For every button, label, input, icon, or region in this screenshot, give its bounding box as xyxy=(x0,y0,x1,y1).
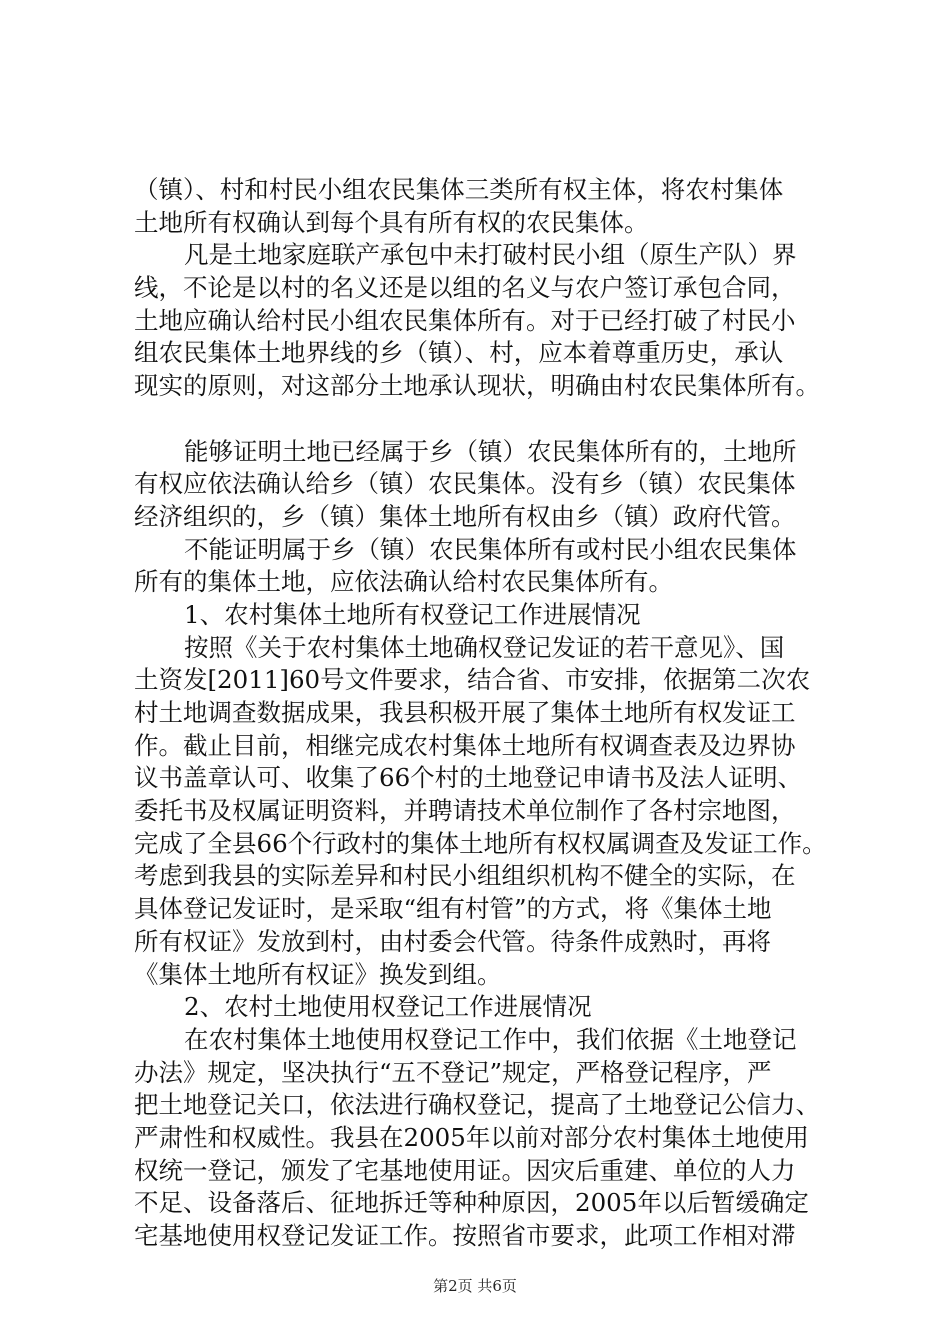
blank-line xyxy=(134,403,834,436)
text-line: 考虑到我县的实际差异和村民小组组织机构不健全的实际，在 xyxy=(134,861,796,891)
text-line: 办法》规定，坚决执行“五不登记”规定，严格登记程序，严 xyxy=(134,1057,772,1087)
page-footer: 第2页 共6页 xyxy=(433,1277,517,1295)
text-line: 2、农村土地使用权登记工作进展情况 xyxy=(184,992,592,1022)
text-line: 村土地调查数据成果，我县积极开展了集体土地所有权发证工 xyxy=(134,698,796,727)
text-line: 土地所有权确认到每个具有所有权的农民集体。 xyxy=(134,207,649,237)
text-line: 作。截止目前，相继完成农村集体土地所有权调查表及边界协 xyxy=(134,730,796,760)
text-line: 所有的集体土地，应依法确认给村农民集体所有。 xyxy=(134,567,673,597)
text-line: 土资发[2011]60号文件要求，结合省、市安排，依据第二次农 xyxy=(134,665,811,695)
text-line: 能够证明土地已经属于乡（镇）农民集体所有的，土地所 xyxy=(184,436,797,466)
text-line: （镇）、村和村民小组农民集体三类所有权主体，将农村集体 xyxy=(134,175,784,204)
text-line: 宅基地使用权登记发证工作。按照省市要求，此项工作相对滞 xyxy=(134,1221,796,1250)
text-line: 1、农村集体土地所有权登记工作进展情况 xyxy=(184,599,641,629)
text-line: 委托书及权属证明资料，并聘请技术单位制作了各村宗地图， xyxy=(134,796,796,826)
text-line: 《集体土地所有权证》换发到组。 xyxy=(134,959,502,989)
text-line: 完成了全县66个行政村的集体土地所有权权属调查及发证工作。 xyxy=(134,828,827,858)
text-line: 具体登记发证时，是采取“组有村管”的方式，将《集体土地 xyxy=(134,894,772,924)
text-line: 不能证明属于乡（镇）农民集体所有或村民小组农民集体 xyxy=(184,534,797,564)
text-line: 严肃性和权威性。我县在2005年以前对部分农村集体土地使用 xyxy=(134,1122,809,1152)
text-line: 按照《关于农村集体土地确权登记发证的若干意见》、国 xyxy=(184,632,785,662)
text-line: 凡是土地家庭联产承包中未打破村民小组（原生产队）界 xyxy=(184,240,797,270)
text-line: 经济组织的，乡（镇）集体土地所有权由乡（镇）政府代管。 xyxy=(134,501,796,531)
document-body xyxy=(134,174,834,1253)
text-line: 把土地登记关口，依法进行确权登记，提高了土地登记公信力、 xyxy=(134,1090,820,1120)
text-line: 议书盖章认可、收集了66个村的土地登记申请书及法人证明、 xyxy=(134,763,803,793)
text-line: 不足、设备落后、征地拆迁等种种原因，2005年以后暂缓确定 xyxy=(134,1188,809,1218)
text-line: 权统一登记，颁发了宅基地使用证。因灾后重建、单位的人力 xyxy=(134,1155,796,1185)
text-line: 有权应依法确认给乡（镇）农民集体。没有乡（镇）农民集体 xyxy=(134,469,796,499)
text-line: 组农民集体土地界线的乡（镇）、村，应本着尊重历史，承认 xyxy=(134,338,784,368)
text-line: 所有权证》发放到村，由村委会代管。待条件成熟时，再将 xyxy=(134,926,771,956)
text-line: 在农村集体土地使用权登记工作中，我们依据《土地登记 xyxy=(184,1024,797,1054)
text-line: 线，不论是以村的名义还是以组的名义与农户签订承包合同， xyxy=(134,273,796,303)
text-line: 现实的原则，对这部分土地承认现状，明确由村农民集体所有。 xyxy=(134,371,820,401)
text-line: 土地应确认给村民小组农民集体所有。对于已经打破了村民小 xyxy=(134,305,796,335)
